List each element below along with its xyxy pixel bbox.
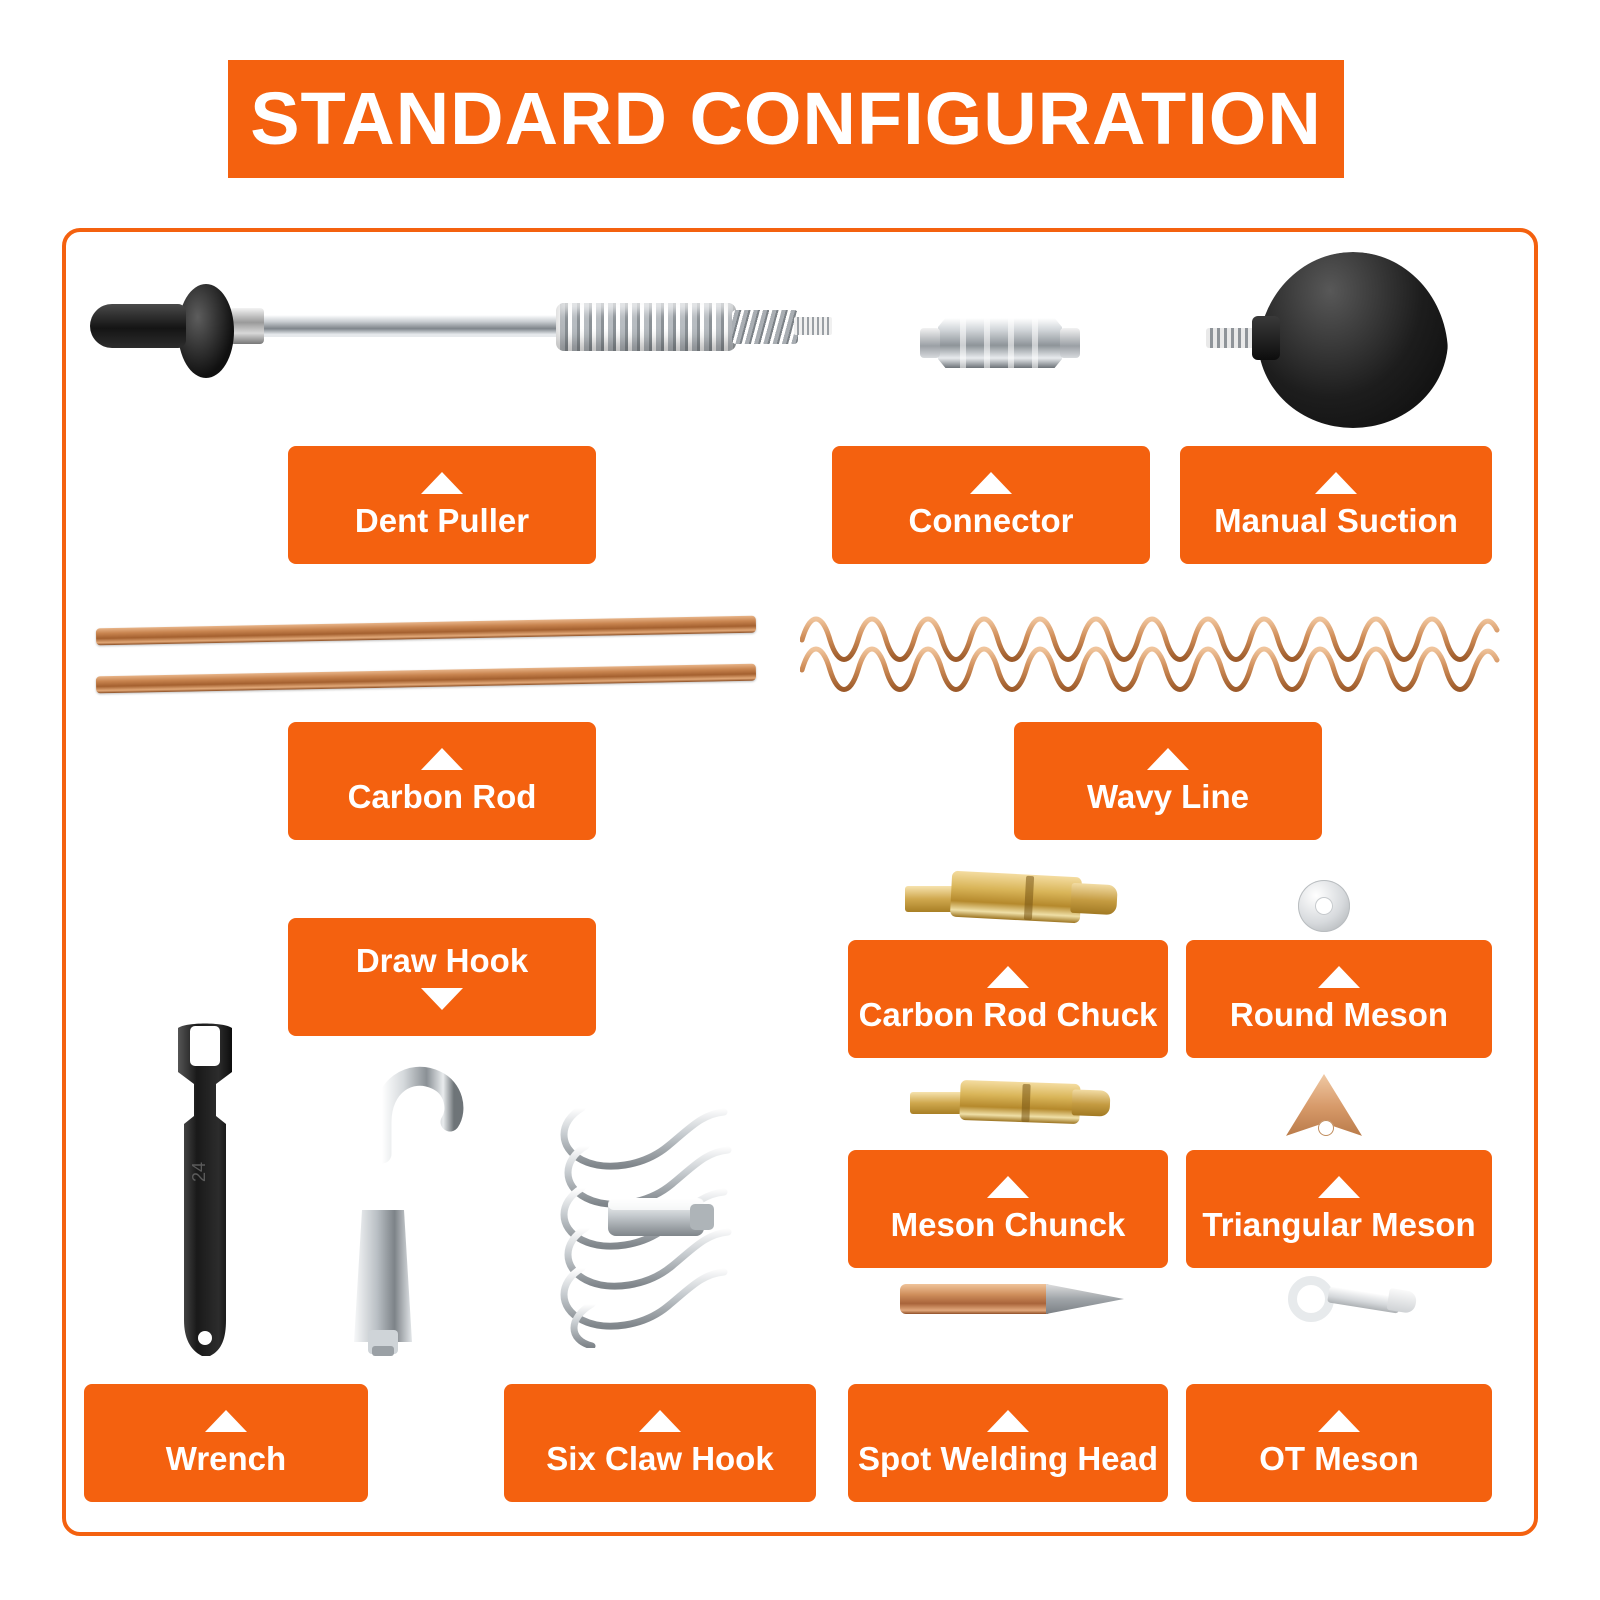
label-carbon-rod[interactable] [288,722,596,840]
arrow-up-icon [1315,472,1357,494]
arrow-up-icon [1318,966,1360,988]
meson-chunck-pin [910,1092,966,1114]
suction-cup [1258,252,1448,428]
carbon-rod-1 [96,616,756,646]
label-spot-welding-head[interactable] [848,1384,1168,1502]
arrow-up-icon [987,966,1029,988]
connector-right-end [1060,328,1080,358]
triangular-washer-hole [1318,1120,1334,1136]
label-text: Wavy Line [1087,777,1249,815]
label-draw-hook[interactable] [288,918,596,1036]
carbon-rod-image [96,612,756,702]
label-triangular-meson[interactable] [1186,1150,1492,1268]
label-text: Wrench [165,1439,287,1477]
label-connector[interactable] [832,446,1150,564]
label-text: Connector [908,501,1074,539]
connector-hex-body [920,318,1080,368]
dent-puller-shaft [260,315,560,337]
draw-hook-image [346,1058,486,1358]
label-wavy-line[interactable] [1014,722,1322,840]
label-text: OT Meson [1259,1439,1419,1477]
welding-head-copper-body [900,1284,1050,1314]
chuck-nose [1070,883,1118,915]
label-text: Dent Puller [354,501,530,539]
label-ot-meson[interactable] [1186,1384,1492,1502]
label-text: Manual Suction [1214,501,1458,539]
carbon-rod-chuck-image [905,868,1125,938]
meson-chunck-ring [1021,1084,1030,1122]
dent-puller-stop-disc [178,284,234,378]
arrow-up-icon [1318,1410,1360,1432]
spot-welding-head-image [900,1280,1140,1320]
ot-meson-tail-end [1386,1288,1417,1314]
label-text: Meson Chunck [890,1205,1126,1243]
svg-text:24: 24 [189,1161,209,1183]
page-title: STANDARD CONFIGURATION [250,77,1322,160]
manual-suction-image [1258,252,1458,434]
chuck-pin [905,886,957,912]
connector-body [938,318,1062,368]
arrow-up-icon [421,472,463,494]
label-text: Spot Welding Head [857,1439,1159,1477]
wrench-svg [160,1020,250,1370]
round-meson-image [1298,880,1358,940]
label-carbon-rod-chuck[interactable] [848,940,1168,1058]
draw-hook-svg [346,1058,486,1358]
label-text: Six Claw Hook [546,1439,774,1477]
connector-image [920,318,1080,370]
ot-meson-image [1288,1274,1418,1326]
meson-chunck-body [959,1080,1080,1124]
arrow-up-icon [987,1410,1029,1432]
dent-puller-nut [230,308,264,344]
wavy-line-image [800,604,1500,704]
label-text: Round Meson [1229,995,1449,1033]
welding-head-steel-tip [1046,1284,1124,1314]
meson-chunck-nose [1072,1089,1111,1116]
suction-collar [1252,316,1280,360]
arrow-down-icon [421,988,463,1010]
connector-left-end [920,328,940,358]
wavy-line-svg [800,604,1500,704]
arrow-up-icon [421,748,463,770]
dent-puller-image [90,284,850,384]
dent-puller-threaded-tip [794,317,832,335]
triangular-meson-image [1286,1074,1366,1150]
arrow-up-icon [639,1410,681,1432]
arrow-up-icon [1318,1176,1360,1198]
round-washer [1298,880,1350,932]
label-text: Carbon Rod [347,777,537,815]
arrow-up-icon [1147,748,1189,770]
label-text: Carbon Rod Chuck [858,995,1158,1033]
label-wrench[interactable] [84,1384,368,1502]
label-text: Triangular Meson [1202,1205,1476,1243]
chuck-body [950,871,1082,924]
label-six-claw-hook[interactable] [504,1384,816,1502]
page-title-banner [228,60,1344,178]
label-text: Draw Hook [355,941,529,979]
dent-puller-handle [90,304,186,348]
dent-puller-slider [556,303,736,351]
arrow-up-icon [987,1176,1029,1198]
arrow-up-icon [970,472,1012,494]
meson-chunck-image [910,1078,1120,1138]
six-claw-hook-svg [552,1088,772,1348]
arrow-up-icon [205,1410,247,1432]
label-manual-suction[interactable] [1180,446,1492,564]
label-round-meson[interactable] [1186,940,1492,1058]
label-dent-puller[interactable] [288,446,596,564]
carbon-rod-2 [96,664,756,694]
wrench-image [160,1020,250,1370]
label-meson-chunck[interactable] [848,1150,1168,1268]
six-claw-hook-image [552,1088,772,1348]
dent-puller-spring [732,310,798,344]
